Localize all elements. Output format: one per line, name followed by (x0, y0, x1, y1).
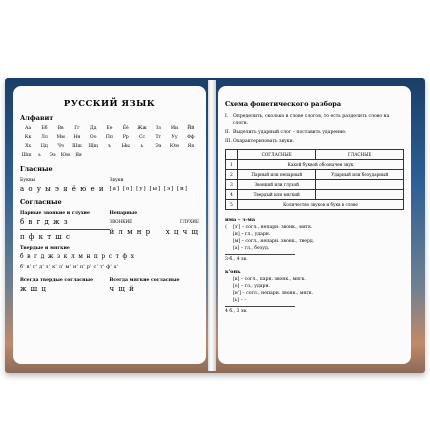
alphabet-row (20, 142, 199, 151)
letters-label: Буквы (20, 178, 36, 183)
example-line-text: [и] – гл., ударн. (233, 232, 271, 237)
table-cell: Твердый или мягкий (238, 190, 316, 200)
alphabet-row (20, 151, 199, 160)
alphabet-letter: ь (140, 144, 144, 149)
soft-consonants: б' в' г' д' з' к' л' м' н' п' р' с' т' ф' х' (20, 264, 119, 270)
example-line (225, 245, 404, 252)
alphabet-letter: Ыы (121, 144, 130, 149)
example-line (225, 231, 404, 238)
alphabet-letter: Юю (60, 153, 71, 158)
steps-list (225, 113, 404, 145)
alphabet-row (20, 124, 199, 133)
paired-voiceless: п ф к т ш с (20, 233, 71, 241)
paired-label: Парные звонкие и глухие (20, 211, 90, 216)
consonant-labels (20, 208, 199, 217)
consonant-table (20, 217, 199, 242)
alphabet-letter: Тт (155, 135, 162, 140)
divider (20, 229, 110, 230)
alphabet-letter: Чч (57, 144, 64, 149)
example-line-text: [к] – согл., парн. звонк., мягк. (233, 277, 306, 282)
alphabet-letter: Оо (89, 135, 97, 140)
alphabet-letter: Пп (105, 135, 113, 140)
alphabet-letter: Шш (21, 153, 32, 158)
alphabet-letter: Яя (75, 153, 82, 158)
always-section (20, 275, 199, 294)
alphabet-letter: Рр (122, 135, 129, 140)
alphabet-letter: Лл (41, 135, 48, 140)
sounds-label: Звуки (109, 178, 124, 183)
example-word: к'онь (225, 269, 241, 275)
alphabet-letter: Нн (73, 135, 81, 140)
alphabet-letter: Ее (106, 126, 113, 131)
example-line: ⟨ [з'] – согл., непарн. звонк., мягк. (225, 225, 313, 230)
alphabet-letter: Йй (187, 126, 195, 131)
alphabet-letter: Сс (138, 135, 146, 140)
alphabet-row (20, 133, 199, 142)
table-row (226, 160, 404, 170)
page-title: РУССКИЙ ЯЗЫК (63, 99, 156, 109)
example-line-text: [м] – согл., непарн. звонк., тверд. (233, 239, 315, 244)
voiceless-label: ГЛУХИЕ (180, 219, 199, 224)
underline (225, 304, 295, 307)
step-text: Охарактеризовать звуки. (233, 139, 295, 144)
step-item (225, 138, 404, 145)
unpaired-voiceless: х ц ч щ (165, 228, 199, 236)
alphabet-letter: Ээ (155, 144, 162, 149)
unpaired-label: Непарные (109, 211, 138, 216)
phonetic-table (225, 149, 404, 210)
step-number: I. (225, 114, 229, 119)
alphabet-letter: ь (38, 153, 41, 158)
table-header-cell: ГЛАСНЫЕ (316, 150, 404, 160)
table-cell (316, 180, 404, 190)
alphabet-letter: Мм (56, 135, 65, 140)
table-cell (316, 190, 404, 200)
vowel-letters: а о у ы э я ё ю е и (20, 185, 105, 193)
alphabet-letter: Уу (171, 135, 178, 140)
alphabet-letter: Аа (25, 126, 32, 131)
table-row (226, 190, 404, 200)
alphabet-letter: Ии (170, 126, 179, 131)
alphabet-letter: Дд (89, 126, 97, 131)
consonants-heading: Согласные (20, 198, 62, 206)
alphabet-letter: Хх (25, 144, 32, 149)
alphabet-letter: Яя (187, 144, 195, 149)
example-line (225, 290, 404, 297)
vowels-heading: Гласные (20, 165, 53, 173)
table-row (226, 170, 404, 180)
example-zima (225, 217, 404, 263)
table-header-cell: СОГЛАСНЫЕ (238, 150, 316, 160)
example-count: 4 б., 3 зв. (225, 309, 248, 314)
row-number: 5 (226, 200, 238, 210)
phonetic-scheme-title: Схема фонетического разбора (225, 100, 342, 108)
example-line-text: [ь] – – (233, 298, 247, 303)
example-kon (225, 269, 404, 315)
example-word: има – з-ма (225, 217, 256, 223)
example-line-text: [а] – гл., безуд. (233, 246, 270, 251)
hard-soft-label: Твердые и мягкие (20, 246, 70, 251)
always-hard: ж ш ц (20, 285, 47, 293)
row-number: 2 (226, 170, 238, 180)
step-number: III. (225, 139, 232, 144)
voiced-label: ЗВОНКИЕ (109, 219, 133, 224)
paired-voiced: б в г д ж з (20, 218, 69, 226)
alphabet-letter: Ёё (122, 126, 129, 131)
always-soft-label: Всегда мягкие согласные (109, 278, 180, 283)
example-line (225, 297, 404, 304)
example-line (225, 238, 404, 245)
table-cell: Какой буквой обозначен звук (238, 160, 404, 170)
alphabet-letter: Бб (41, 126, 48, 131)
alphabet-letter: Ээ (49, 153, 56, 158)
unpaired-voiced: й л м н р (109, 228, 152, 236)
table-cell: Количество звуков и букв в слове (238, 200, 404, 210)
alphabet-heading: Алфавит (20, 114, 54, 122)
row-number: 1 (226, 160, 238, 170)
example-line-text: [з'] – согл., непарн. звонк., мягк. (233, 225, 313, 230)
alphabet-letter: Кк (24, 135, 32, 140)
table-row (226, 200, 404, 210)
table-cell: Ударный или безударный (316, 170, 404, 180)
always-soft: ч щ й (109, 285, 135, 293)
step-item (225, 113, 404, 127)
table-cell: Звонкий или глухой (238, 180, 316, 190)
example-line (225, 283, 404, 290)
alphabet-letter: Вв (57, 126, 64, 131)
vowels-section (20, 175, 199, 194)
alphabet-letter: Юю (169, 144, 180, 149)
example-line (225, 276, 404, 283)
step-item (225, 129, 404, 136)
example-line-text: [н'] – согл., непарн. звонк., мягк. (233, 291, 314, 296)
alphabet-letter: Зз (155, 126, 161, 131)
hard-consonants: б в г д ж з к л м н п р с т ф х (20, 253, 135, 260)
table-cell: Парный или непарный (238, 170, 316, 180)
example-line-text: [о] – гл., ударн. (233, 284, 271, 289)
table-row (226, 180, 404, 190)
table-header (226, 150, 404, 160)
always-hard-label: Всегда твердые согласные (20, 278, 93, 283)
alphabet-letter: Фф (187, 135, 195, 140)
row-number: 3 (226, 180, 238, 190)
alphabet-letter: Шш (72, 144, 82, 149)
alphabet-letter: Жж (137, 126, 147, 131)
example-count: 3-б., 4 зв. (225, 257, 248, 262)
step-text: Определить, сколько в слове слогов, то есть разделить слово на слоги. (233, 114, 390, 126)
alphabet-letter: ъ (107, 144, 111, 149)
right-page (218, 86, 411, 364)
row-number: 4 (226, 190, 238, 200)
alphabet-letter: Гг (74, 126, 80, 131)
alphabet-letter: Цц (40, 144, 48, 149)
step-number: II. (225, 130, 231, 135)
step-text: Выделить ударный слог – поставить ударение. (233, 130, 347, 135)
alphabet-letter: Щщ (88, 144, 98, 149)
underline (225, 252, 295, 255)
book-spine (208, 80, 216, 371)
left-page (13, 86, 206, 364)
vowel-sounds: [а] [о] [у] [ы] [э] [и] (109, 186, 188, 192)
